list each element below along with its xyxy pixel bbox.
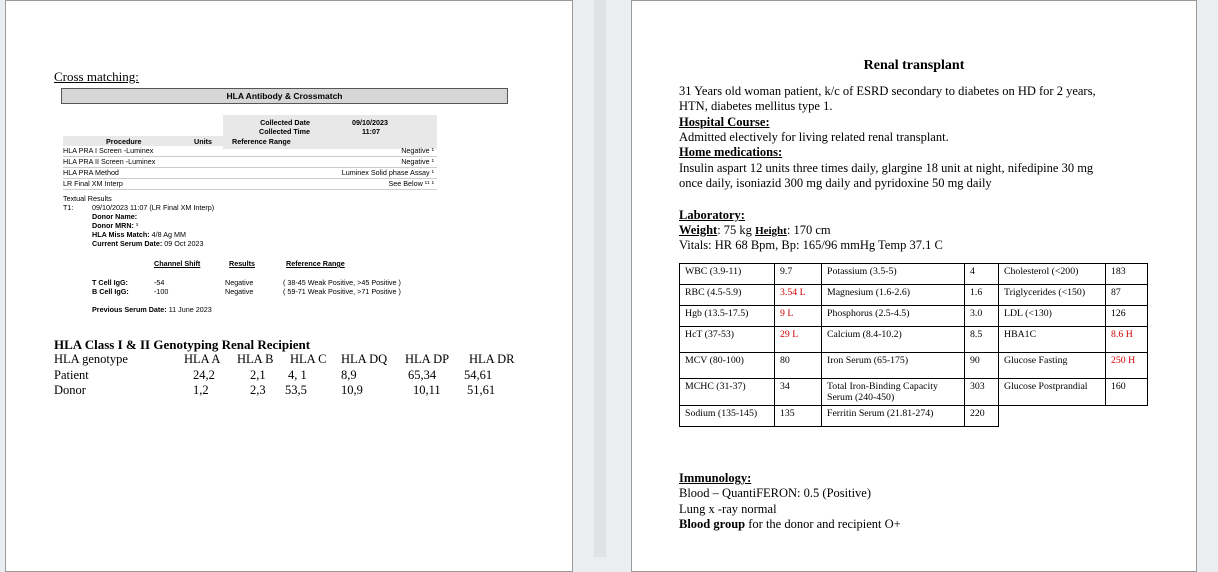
lab-row [680,285,1148,306]
lab-table [679,263,1148,427]
genotype-col-hla-dp: HLA DP [405,352,450,366]
laboratory-heading: Laboratory: [679,208,745,222]
lab-test: Ferritin Serum (21.81-274) [822,406,965,427]
genotyping-title: HLA Class I & II Genotyping Renal Recipient [54,337,311,352]
lab-value: 126 [1106,306,1148,327]
lab-test: Triglycerides (<150) [999,285,1106,306]
donor-hla-dp: 10,11 [413,383,441,397]
lab-row [680,327,1148,353]
lab-row [680,306,1148,327]
patient-hla-dq: 8,9 [341,368,357,382]
lab-test: Iron Serum (65-175) [822,353,965,379]
lab-row [680,406,1148,427]
previous-serum-label: Previous Serum Date: [92,305,167,314]
lab-value: 220 [965,406,999,427]
hospital-course-text: Admitted electively for living related renal transplant. [679,130,949,144]
lab-value-flagged: 8.6 H [1106,327,1148,353]
t-cell-label: T Cell IgG: [92,278,128,287]
t-cell-shift: -54 [154,278,165,287]
hla-miss-match-value: 4/8 Ag MM [151,230,186,239]
blood-group-label: Blood group [679,517,746,531]
lab-test: Potassium (3.5-5) [822,264,965,285]
donor-hla-b: 2,3 [250,383,266,397]
vitals-line: Vitals: HR 68 Bpm, Bp: 165/96 mmHg Temp 37.1 C [679,238,943,252]
lab-test: MCV (80-100) [680,353,775,379]
textual-results-label: Textual Results [63,194,112,203]
home-meds-line-1: Insulin aspart 12 units three times daily, glargine 18 unit at night, nifedipine 30 mg [679,161,1094,175]
current-serum-value: 09 Oct 2023 [164,239,204,248]
b-cell-range: ( 59-71 Weak Positive, >71 Positive ) [283,287,401,296]
lab-value: 303 [965,379,999,406]
right-document-page [631,0,1197,572]
col-reference: Reference Range [232,137,291,146]
lab-row [680,379,1148,406]
previous-serum-date [92,305,212,314]
lab-test: HBA1C [999,327,1106,353]
lab-row [680,264,1148,285]
intro-line-2: HTN, diabetes mellitus type 1. [679,99,833,113]
blood-group-line [679,517,901,532]
weight-label: Weight [679,223,718,237]
previous-serum-value: 11 June 2023 [168,305,212,314]
lung-xray-line: Lung x -ray normal [679,502,777,516]
lab-test: Cholesterol (<200) [999,264,1106,285]
cross-matching-label: Cross matching: [54,69,139,84]
lab-value-flagged: 250 H [1106,353,1148,379]
donor-hla-c: 53,5 [285,383,307,397]
procedure-name: HLA PRA Method [63,168,119,177]
lab-test: Glucose Postprandial [999,379,1106,406]
collected-date: 09/10/2023 [352,118,388,127]
current-serum-label: Current Serum Date: [92,239,163,248]
lab-empty-cell [1106,406,1148,427]
lab-value: 34 [775,379,822,406]
immunology-heading: Immunology: [679,471,752,485]
collected-time: 11:07 [362,127,380,136]
lab-test: HcT (37-53) [680,327,775,353]
home-meds-line-2: once daily, isoniazid 300 mg daily and pyridoxine 50 mg daily [679,176,992,190]
patient-hla-dp: 65,34 [408,368,437,382]
procedure-row [63,179,437,190]
collected-date-label: Collected Date [260,118,310,127]
lab-value-flagged: 9 L [775,306,822,327]
genotype-col-hla-dq: HLA DQ [341,352,388,366]
t1-label: T1: [63,203,74,212]
lab-test: RBC (4.5-5.9) [680,285,775,306]
lab-test: Total Iron-Binding Capacity Serum (240-450) [822,379,965,406]
procedure-name: HLA PRA I Screen -Luminex [63,146,154,155]
lab-test: Sodium (135-145) [680,406,775,427]
donor-hla-dq: 10,9 [341,383,363,397]
patient-hla-dr: 54,61 [464,368,493,382]
patient-hla-c: 4, 1 [288,368,307,382]
page-gap-scrollbar[interactable] [594,0,606,557]
lab-test: Calcium (8.4-10.2) [822,327,965,353]
patient-label: Patient [54,368,89,382]
genotype-col-hla-b: HLA B [237,352,274,366]
lab-value: 135 [775,406,822,427]
genotype-col-hla-a: HLA A [184,352,221,366]
lab-test: Phosphorus (2.5-4.5) [822,306,965,327]
intro-line-1: 31 Years old woman patient, k/c of ESRD secondary to diabetes on HD for 2 years, [679,84,1096,98]
b-cell-shift: -100 [154,287,169,296]
t1-value: 09/10/2023 11:07 (LR Final XM Interp) [92,203,215,212]
lab-test: Magnesium (1.6-2.6) [822,285,965,306]
lab-value: 160 [1106,379,1148,406]
patient-hla-a: 24,2 [193,368,215,382]
procedure-result: See Below ¹¹ ¹ [388,179,434,188]
height-value: : 170 cm [786,223,831,237]
lab-value-flagged: 3.54 L [775,285,822,306]
b-cell-result: Negative [225,287,254,296]
procedure-result: Luminex Solid phase Assay ¹ [341,168,434,177]
lab-test: MCHC (31-37) [680,379,775,406]
procedure-result: Negative ¹ [401,157,434,166]
weight-value: : 75 kg [717,223,752,237]
patient-hla-b: 2,1 [250,368,266,382]
lab-test: Hgb (13.5-17.5) [680,306,775,327]
col-units: Units [194,137,212,146]
weight-height-line [679,223,831,239]
b-cell-label: B Cell IgG: [92,287,129,296]
genotype-col-hla-dr: HLA DR [469,352,515,366]
donor-hla-a: 1,2 [193,383,209,397]
col-results: Results [229,259,255,268]
col-reference-range: Reference Range [286,259,345,268]
crossmatch-box-title: HLA Antibody & Crossmatch [61,88,508,104]
t-cell-result: Negative [225,278,254,287]
lab-test: WBC (3.9-11) [680,264,775,285]
lab-value: 3.0 [965,306,999,327]
procedure-list [63,146,437,190]
col-procedure: Procedure [106,137,142,146]
genotype-col-hla-c: HLA C [290,352,327,366]
lab-empty-cell [999,406,1106,427]
lab-value: 9.7 [775,264,822,285]
donor-mrn-label: Donor MRN: ¹ [92,221,139,230]
collected-time-label: Collected Time [259,127,310,136]
donor-name-label: Donor Name: [92,212,138,221]
lab-value: 183 [1106,264,1148,285]
hla-miss-match [92,230,186,239]
page-title: Renal transplant [863,58,965,73]
genotype-header-label: HLA genotype [54,352,128,366]
home-meds-heading: Home medications: [679,145,783,159]
procedure-name: HLA PRA II Screen -Luminex [63,157,156,166]
quantiferon-line: Blood – QuantiFERON: 0.5 (Positive) [679,486,872,500]
lab-row [680,353,1148,379]
lab-value: 90 [965,353,999,379]
procedure-row [63,157,437,168]
height-label: Height [755,225,787,237]
procedure-name: LR Final XM Interp [63,179,123,188]
procedure-row [63,168,437,179]
left-document-page [5,0,573,572]
donor-hla-dr: 51,61 [467,383,496,397]
lab-value: 80 [775,353,822,379]
procedure-result: Negative ¹ [401,146,434,155]
current-serum-date [92,239,203,248]
lab-test: LDL (<130) [999,306,1106,327]
col-channel-shift: Channel Shift [154,259,201,268]
lab-value: 8.5 [965,327,999,353]
lab-test: Glucose Fasting [999,353,1106,379]
lab-value-flagged: 29 L [775,327,822,353]
lab-value: 4 [965,264,999,285]
lab-value: 87 [1106,285,1148,306]
lab-value: 1.6 [965,285,999,306]
hospital-course-heading: Hospital Course: [679,115,770,129]
donor-label: Donor [54,383,86,397]
t-cell-range: ( 38-45 Weak Positive, >45 Positive ) [283,278,401,287]
procedure-row [63,146,437,157]
blood-group-text: for the donor and recipient O+ [745,517,901,531]
hla-miss-match-label: HLA Miss Match: [92,230,150,239]
